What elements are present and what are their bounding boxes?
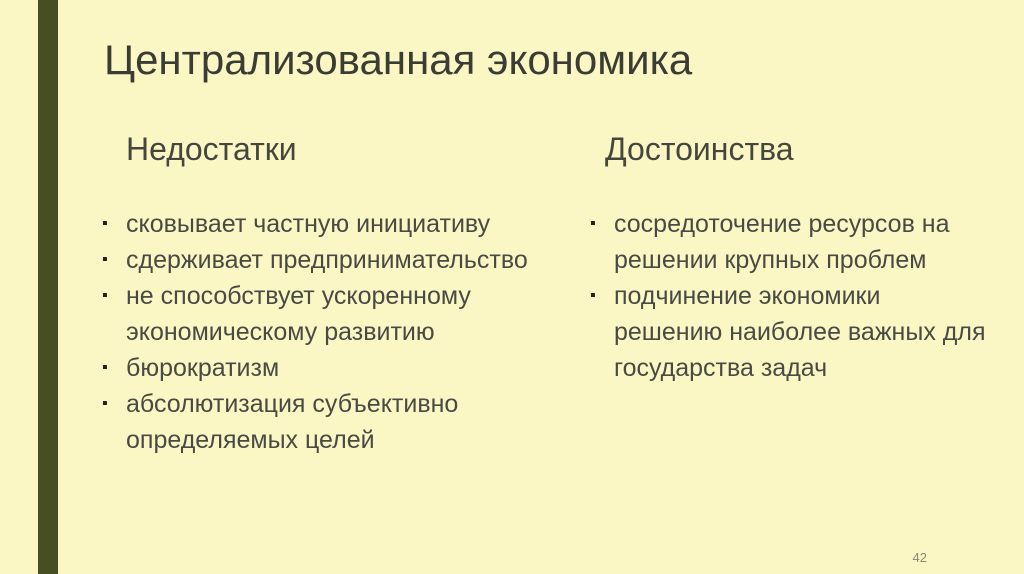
accent-bar: [38, 0, 58, 574]
list-item-text: не способствует ускоренному экономическому развитию: [126, 282, 471, 346]
bullet-icon: ▪: [102, 287, 108, 304]
bullet-icon: ▪: [590, 215, 596, 232]
list-item-text: подчинение экономики решению наиболее важных для государства задач: [614, 282, 986, 382]
list-item: [102, 350, 542, 386]
list-item-text: сковывает частную инициативу: [126, 210, 491, 238]
bullet-icon: ▪: [102, 359, 108, 376]
list-item: [102, 278, 542, 350]
page-number: 42: [912, 550, 927, 565]
slide-title: Централизованная экономика: [104, 36, 693, 83]
list-item: [590, 206, 990, 278]
bullet-icon: ▪: [102, 395, 108, 412]
list-item-text: бюрократизм: [126, 354, 280, 382]
list-item: [102, 206, 542, 242]
advantages-heading: Достоинства: [605, 131, 794, 167]
list-item: [590, 278, 990, 386]
advantages-list: [590, 206, 990, 386]
list-item: [102, 242, 542, 278]
list-item-text: сдерживает предпринимательство: [126, 246, 528, 274]
disadvantages-heading: Недостатки: [126, 131, 297, 167]
list-item-text: абсолютизация субъективно определяемых целей: [126, 390, 459, 454]
list-item: [102, 386, 542, 458]
disadvantages-list: [102, 206, 542, 458]
bullet-icon: ▪: [102, 251, 108, 268]
bullet-icon: ▪: [102, 215, 108, 232]
bullet-icon: ▪: [590, 287, 596, 304]
list-item-text: сосредоточение ресурсов на решении крупных проблем: [614, 210, 950, 274]
